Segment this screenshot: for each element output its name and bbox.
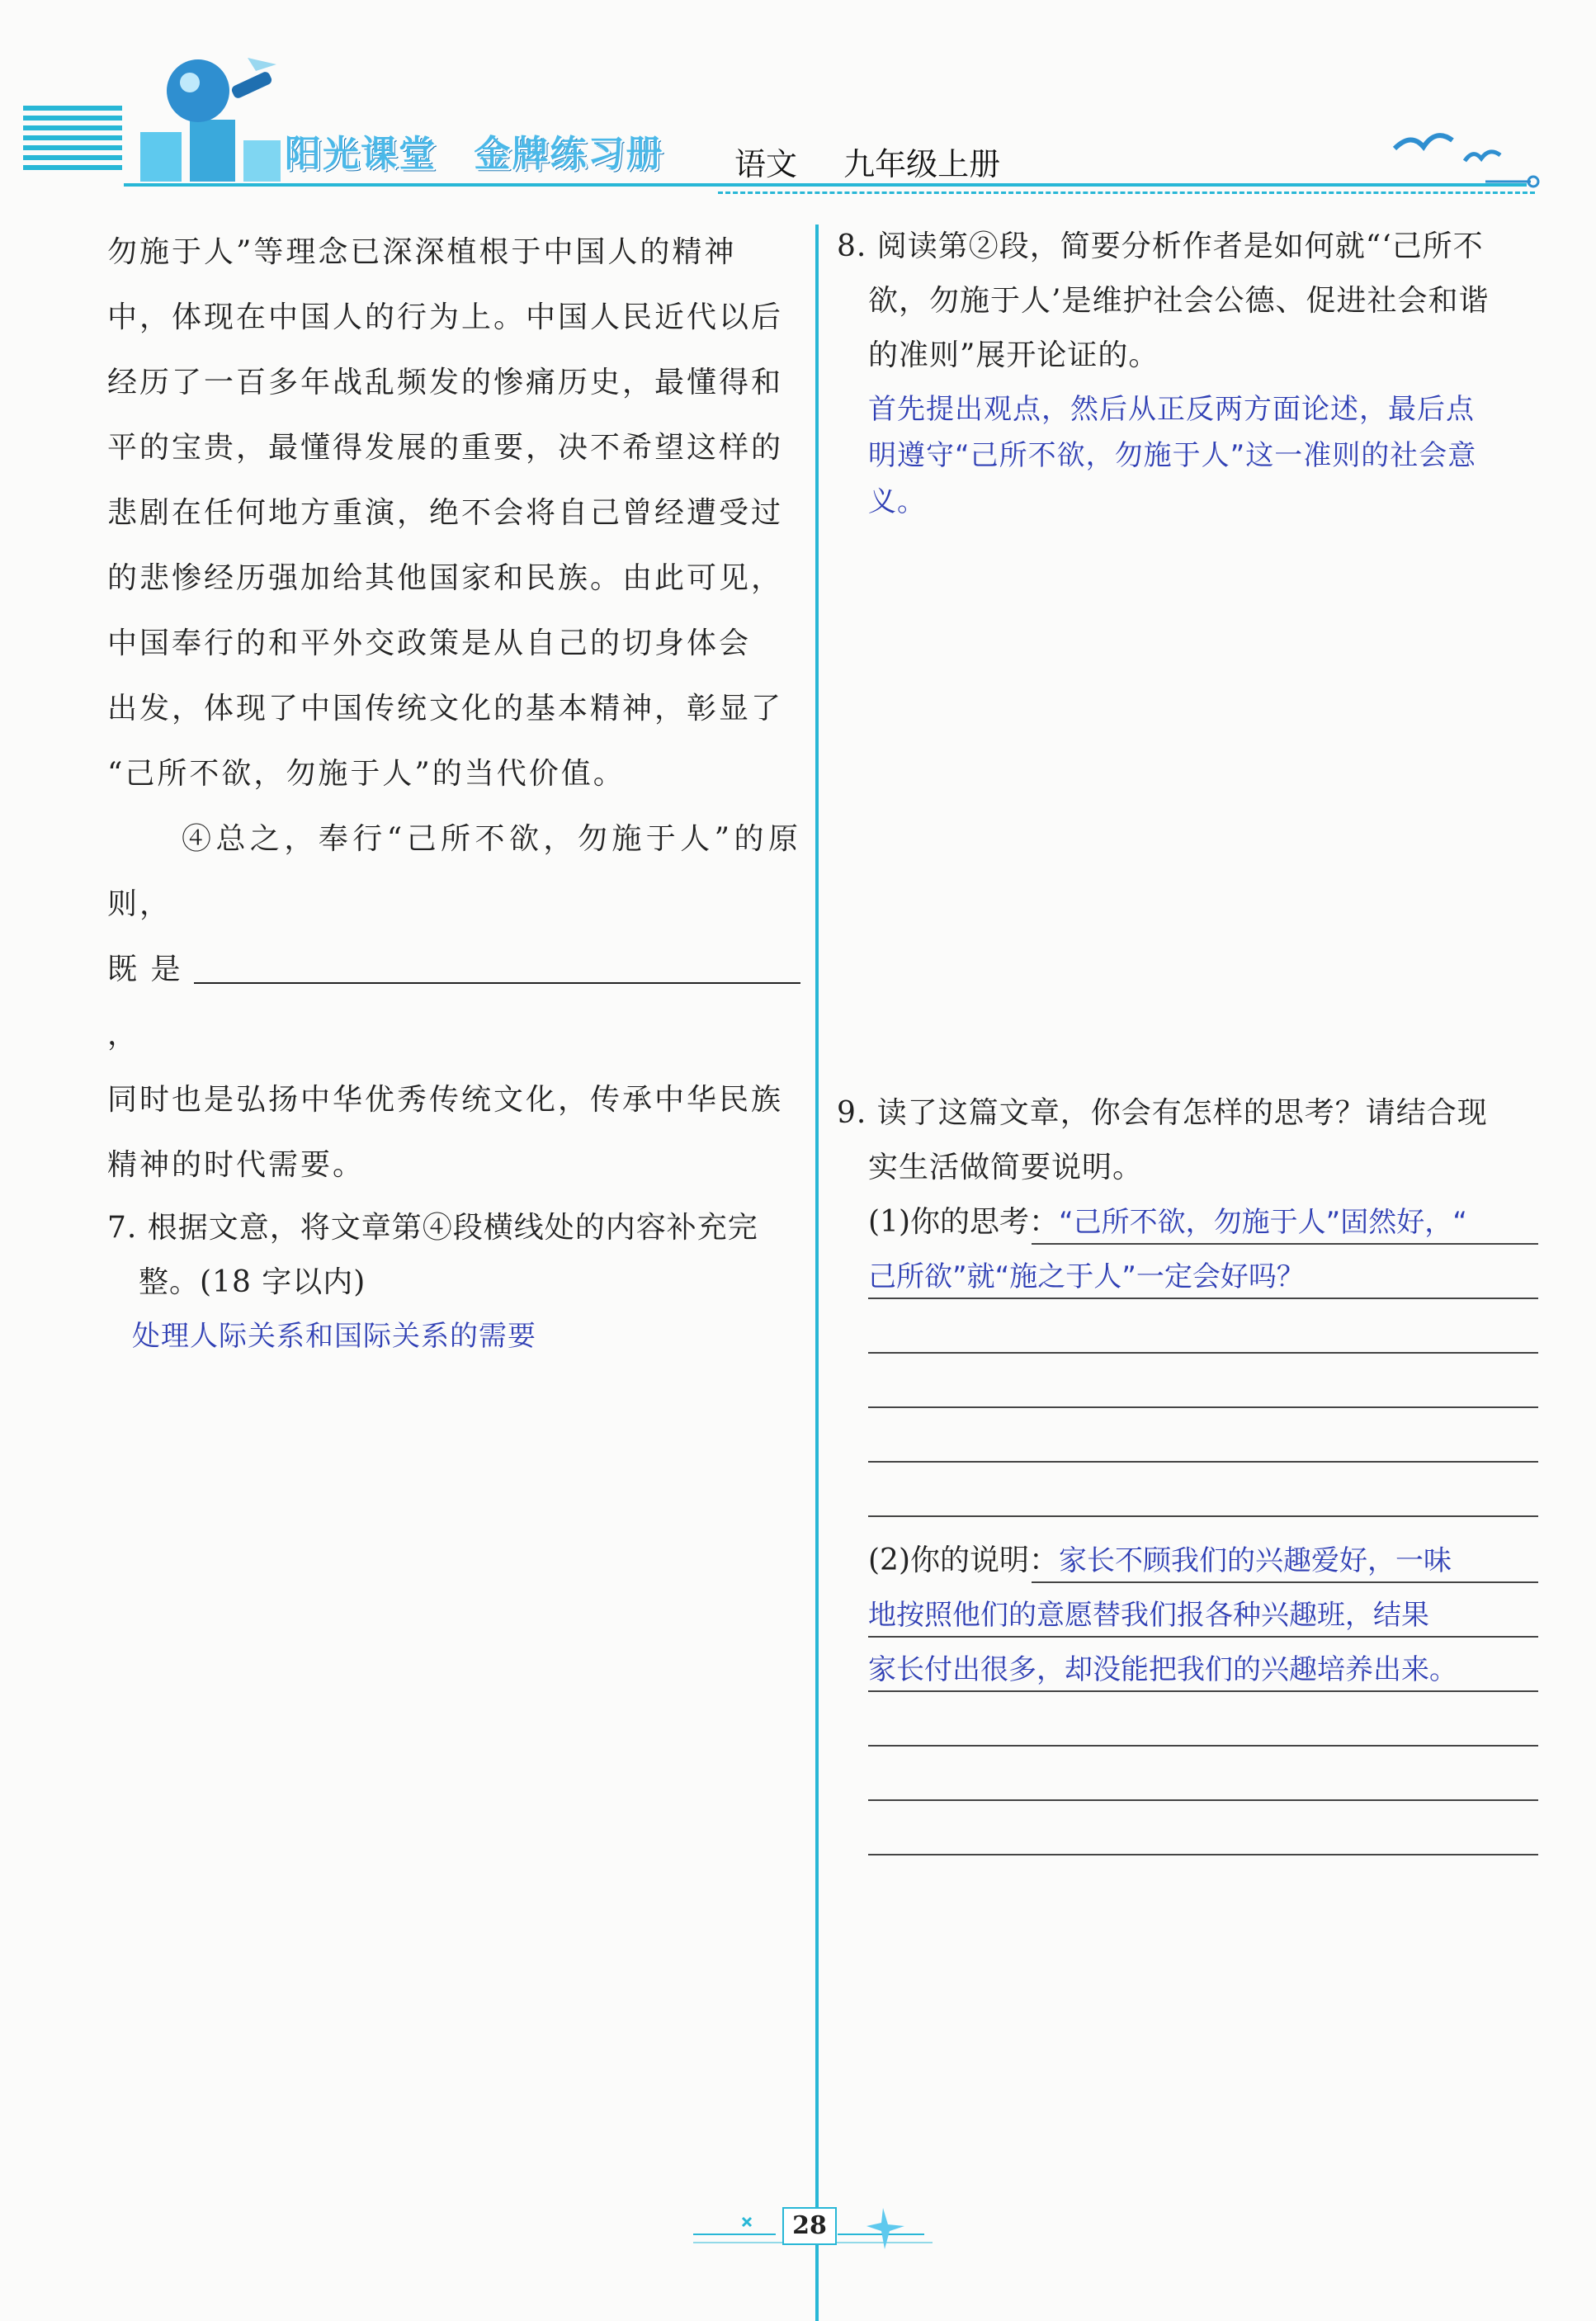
text-line: 同时也是弘扬中华优秀传统文化，传承中华民族 bbox=[107, 1083, 784, 1117]
question-8: 8. 阅读第②段，简要分析作者是如何就“‘己所不 bbox=[837, 229, 1484, 263]
answer-rule bbox=[868, 1690, 1538, 1692]
answer-rule bbox=[868, 1799, 1538, 1801]
text-line: 经历了一百多年战乱频发的惨痛历史，最懂得和 bbox=[107, 366, 784, 399]
blank-suffix: ， bbox=[107, 1018, 140, 1052]
answer-rule bbox=[868, 1854, 1538, 1855]
right-column bbox=[837, 220, 1538, 1860]
brand-right: 金牌练习册 bbox=[474, 133, 664, 175]
q9-thinking-row-2[interactable] bbox=[837, 1250, 1538, 1304]
text-line: 悲剧在任何地方重演，绝不会将自己曾经遭受过 bbox=[107, 496, 784, 530]
q9-explanation-label: (2)你的说明： bbox=[868, 1543, 1059, 1577]
question-8-cont: 欲，勿施于人’是维护社会公德、促进社会和谐 bbox=[868, 284, 1490, 318]
header-rule bbox=[124, 183, 1527, 187]
question-8-answer bbox=[837, 386, 1538, 525]
answer-line: 明遵守“己所不欲，勿施于人”这一准则的社会意 bbox=[868, 439, 1477, 472]
page-header bbox=[0, 0, 1596, 198]
subject-label: 语文 bbox=[734, 146, 798, 182]
q9-explanation-answer: 家长付出很多，却没能把我们的兴趣培养出来。 bbox=[868, 1653, 1457, 1686]
q9-thinking-label: (1)你的思考： bbox=[868, 1205, 1059, 1239]
answer-rule bbox=[868, 1515, 1538, 1517]
globe-telescope-icon bbox=[124, 50, 305, 190]
paragraph-4 bbox=[107, 806, 800, 1198]
fill-blank-line bbox=[107, 937, 800, 1067]
grade-label: 九年级上册 bbox=[843, 146, 1001, 182]
answer-rule bbox=[868, 1636, 1538, 1638]
question-9-cont: 实生活做简要说明。 bbox=[868, 1151, 1144, 1184]
answer-rule bbox=[1032, 1243, 1538, 1245]
answer-line: 义。 bbox=[868, 485, 926, 518]
empty-answer-line[interactable] bbox=[837, 1697, 1538, 1751]
text-line: 中国奉行的和平外交政策是从自己的切身体会 bbox=[107, 626, 752, 660]
text-line: 勿施于人”等理念已深深植根于中国人的精神 bbox=[107, 235, 737, 269]
answer-rule bbox=[868, 1298, 1538, 1299]
q9-thinking-answer: “己所不欲，勿施于人”固然好，“ bbox=[1059, 1206, 1467, 1239]
q9-thinking-answer: 己所欲”就“施之于人”一定会好吗？ bbox=[868, 1260, 1305, 1293]
page-number: 28 bbox=[782, 2207, 837, 2245]
text-line: 中，体现在中国人的行为上。中国人民近代以后 bbox=[107, 300, 784, 334]
q9-explanation-answer: 家长不顾我们的兴趣爱好，一味 bbox=[1059, 1544, 1452, 1577]
text-line: 平的宝贵，最懂得发展的重要，决不希望这样的 bbox=[107, 431, 784, 465]
answer-line: 首先提出观点，然后从正反两方面论述，最后点 bbox=[868, 393, 1475, 426]
answer-rule bbox=[868, 1461, 1538, 1463]
text-line: ④总之，奉行“己所不欲，勿施于人”的原则， bbox=[107, 822, 800, 921]
brand-title bbox=[285, 124, 687, 177]
empty-answer-line[interactable] bbox=[837, 1359, 1538, 1413]
q9-explanation-answer: 地按照他们的意愿替我们报各种兴趣班，结果 bbox=[868, 1599, 1429, 1632]
answer-rule bbox=[868, 1745, 1538, 1747]
brand-left: 阳光课堂 bbox=[285, 133, 437, 175]
empty-answer-line[interactable] bbox=[837, 1304, 1538, 1359]
birds-icon bbox=[1386, 116, 1543, 190]
question-8-cont: 的准则”展开论证的。 bbox=[868, 338, 1159, 372]
left-column bbox=[107, 220, 800, 1359]
paragraph-3 bbox=[107, 220, 800, 806]
question-7: 7. 根据文意，将文章第④段横线处的内容补充完 bbox=[107, 1211, 758, 1245]
text-line: 出发，体现了中国传统文化的基本精神，彰显了 bbox=[107, 692, 784, 726]
empty-answer-line[interactable] bbox=[837, 1468, 1538, 1522]
text-line: 的悲惨经历强加给其他国家和民族。由此可见， bbox=[107, 561, 784, 595]
q9-thinking-row[interactable] bbox=[837, 1195, 1538, 1250]
question-7-answer: 处理人际关系和国际关系的需要 bbox=[132, 1320, 536, 1353]
text-line: 精神的时代需要。 bbox=[107, 1148, 366, 1182]
header-dashed-rule bbox=[718, 191, 1535, 194]
answer-rule bbox=[868, 1352, 1538, 1354]
empty-answer-line[interactable] bbox=[837, 1751, 1538, 1806]
column-divider bbox=[815, 225, 819, 2321]
empty-answer-line[interactable] bbox=[837, 1413, 1538, 1468]
empty-answer-line[interactable] bbox=[837, 1806, 1538, 1860]
answer-blank[interactable] bbox=[194, 949, 800, 984]
header-stripes bbox=[23, 106, 122, 182]
question-7-cont: 整。(18 字以内) bbox=[139, 1265, 366, 1299]
q9-explanation-row-2[interactable] bbox=[837, 1588, 1538, 1643]
answer-rule bbox=[868, 1406, 1538, 1408]
answer-rule bbox=[1032, 1581, 1538, 1583]
q9-explanation-row[interactable] bbox=[837, 1534, 1538, 1588]
subject-grade bbox=[734, 139, 1036, 184]
q9-explanation-row-3[interactable] bbox=[837, 1643, 1538, 1697]
question-9: 9. 读了这篇文章，你会有怎样的思考？请结合现 bbox=[837, 1096, 1488, 1130]
blank-prefix: 既是 bbox=[107, 953, 194, 986]
text-line: “己所不欲，勿施于人”的当代价值。 bbox=[107, 757, 626, 791]
